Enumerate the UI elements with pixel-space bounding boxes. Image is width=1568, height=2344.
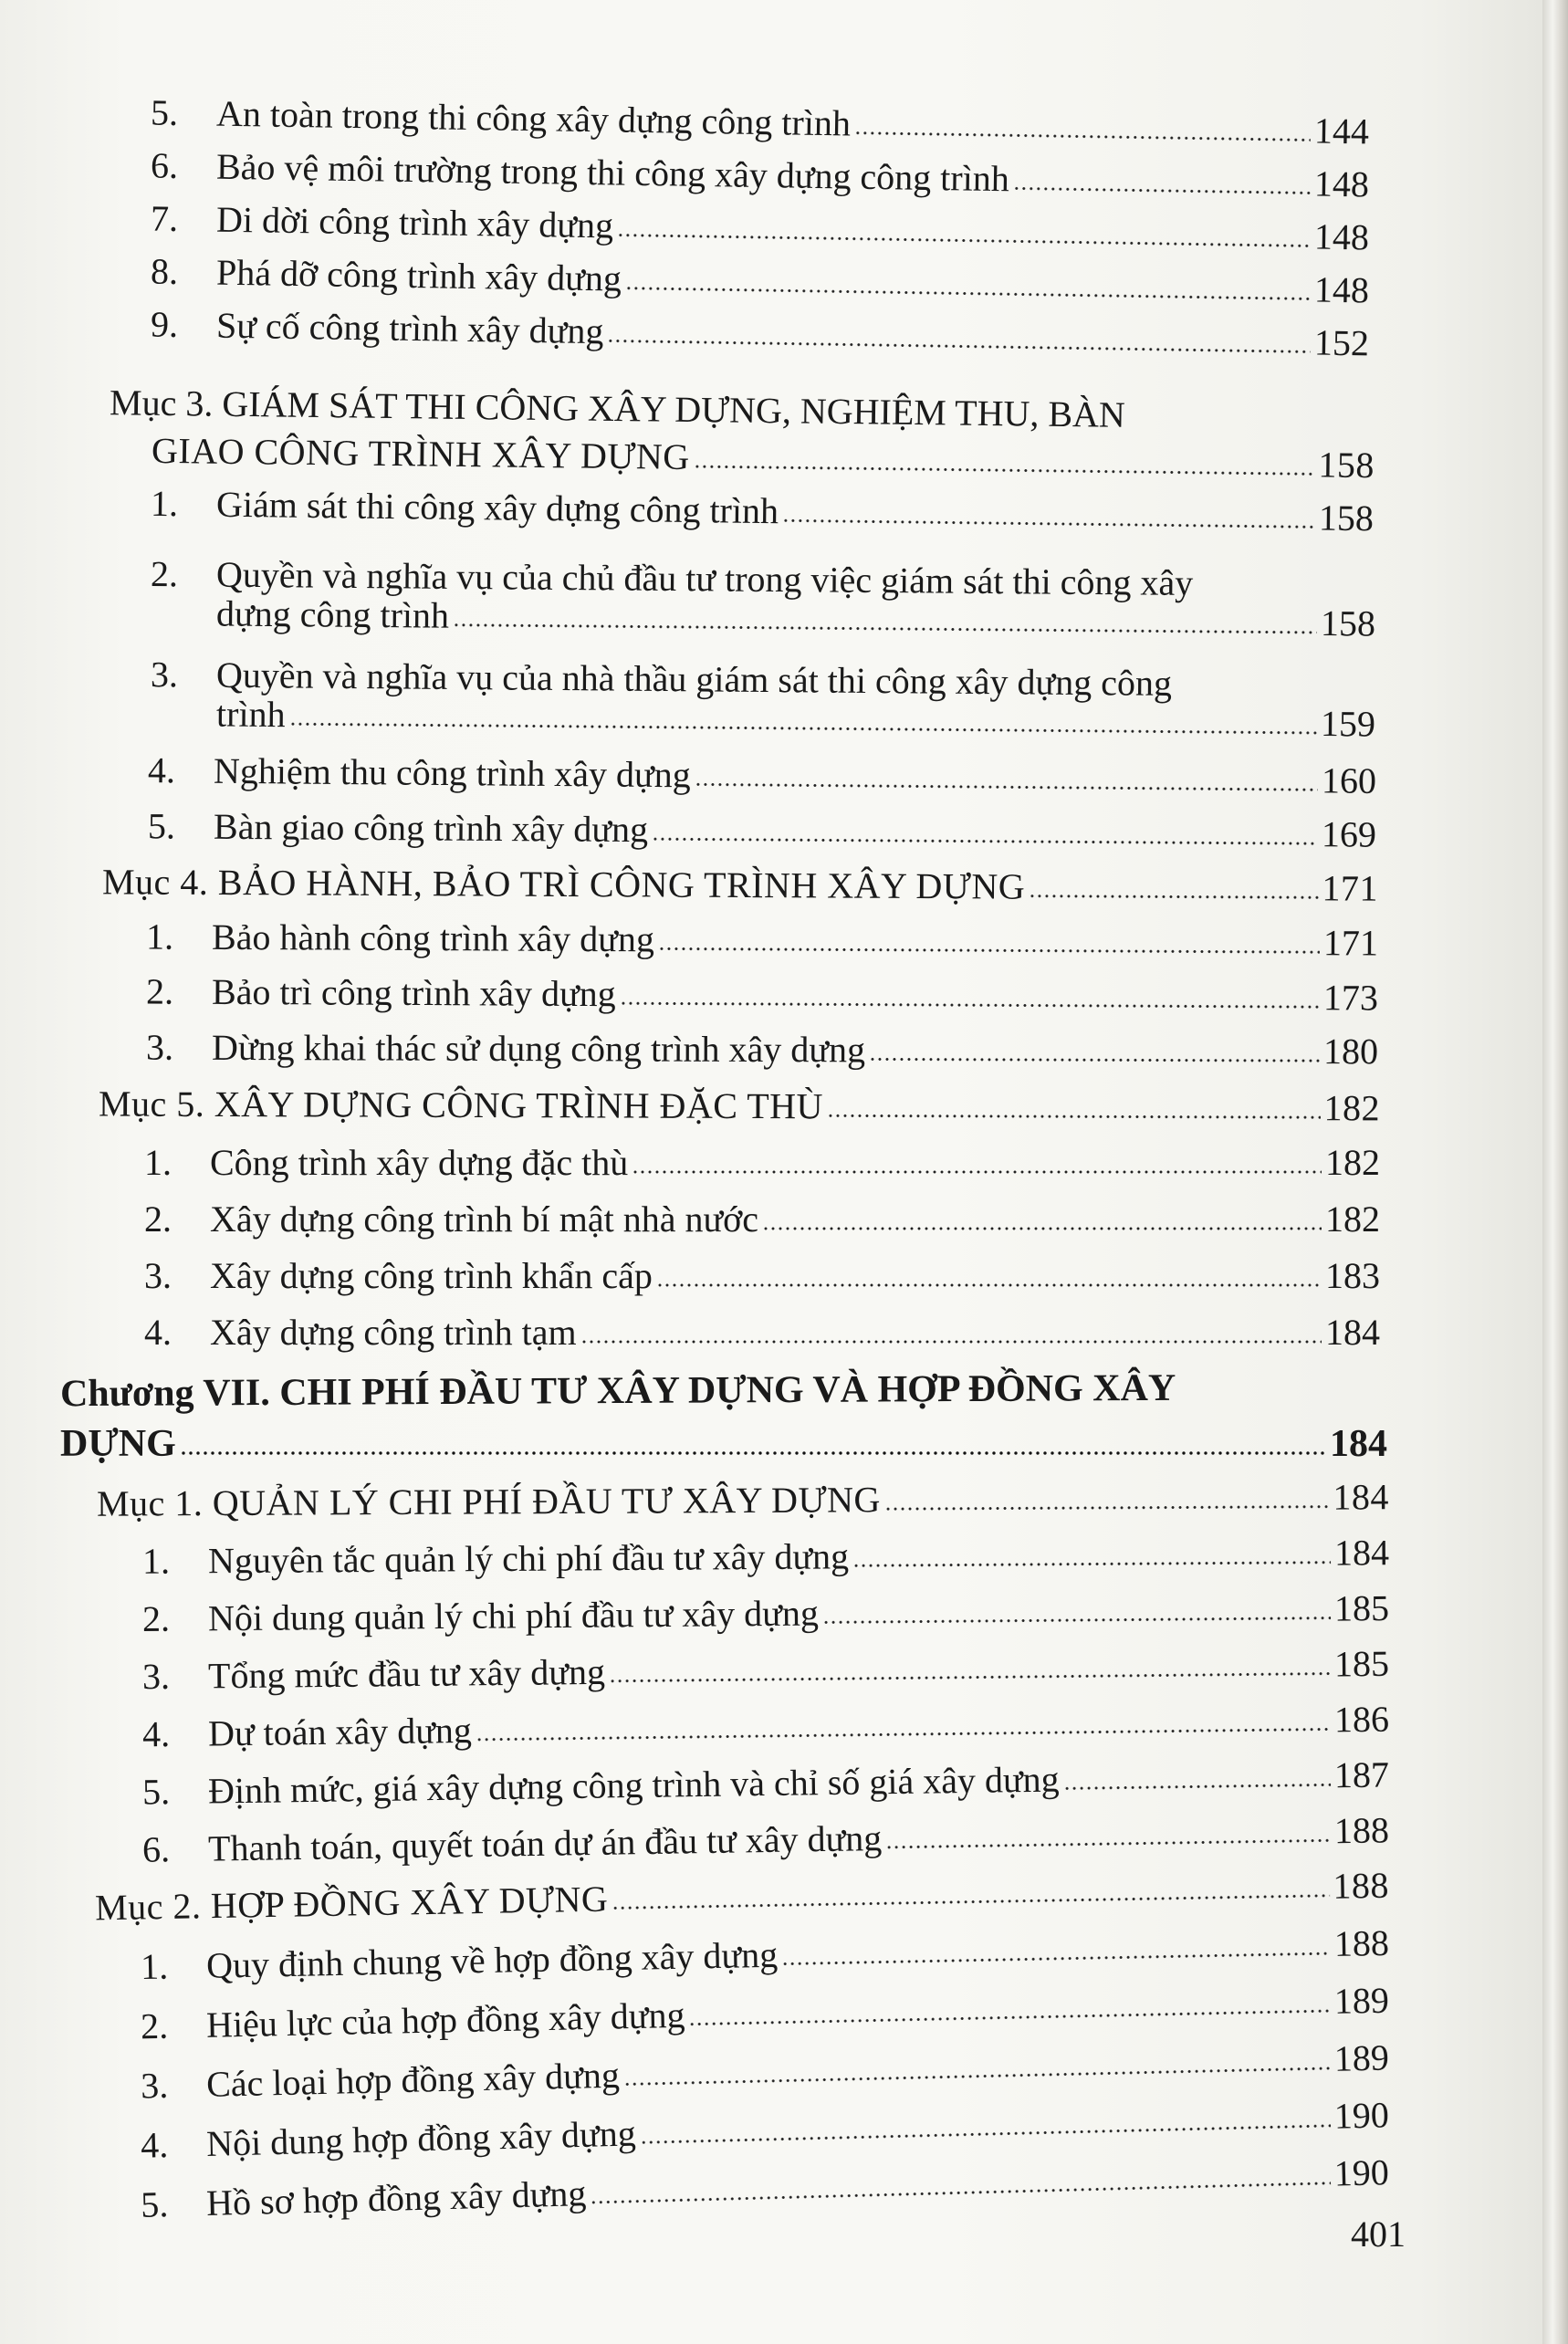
dot-leader [822,1617,1331,1625]
toc-entry-page: 158 [1318,444,1375,487]
toc-entry-page: 148 [1313,162,1370,205]
toc-entry-page: 158 [1318,497,1375,539]
toc-entry-title: Dừng khai thác sử dụng công trình xây dựng [211,1026,866,1071]
toc-section-heading [102,860,1378,910]
toc-entry-number: 4. [147,749,176,791]
toc-entry [142,1586,1389,1641]
toc-entry-number: 2. [150,553,179,595]
toc-entry-title: Quyền và nghĩa vụ của nhà thầu giám sát thi công xây dựng công [215,654,1173,704]
toc-entry [151,482,1374,540]
toc-entry-page: 185 [1333,1642,1390,1685]
toc-entry [144,1311,1380,1355]
toc-entry-page: 182 [1325,1198,1380,1240]
toc-entry [216,591,1375,645]
toc-entry [142,1531,1389,1584]
dot-leader [180,1451,1326,1455]
toc-entry-title: Nội dung hợp đồng xây dựng [205,2112,637,2164]
toc-entry-number: 3. [145,1026,174,1068]
dot-leader [612,1894,1329,1910]
toc-entry-page: 184 [1333,1532,1390,1574]
dot-leader [632,1170,1322,1174]
dot-leader [689,2009,1332,2026]
toc-entry-number: 2. [140,2004,169,2047]
toc-entry-number: 6. [141,1828,171,1870]
toc-entry-title: Di dời công trình xây dựng [215,198,614,246]
toc-entry-number: 4. [140,2123,169,2166]
toc-entry-page: 148 [1313,215,1370,258]
toc-entry-number: 5. [150,91,179,133]
toc-entry-title: Thanh toán, quyết toán dự án đầu tư xây dựng [207,1817,883,1869]
dot-leader [590,2182,1331,2204]
toc-entry-page: 169 [1321,813,1377,855]
toc-entry [144,1141,1380,1185]
toc-entry-title: Mục 2. HỢP ĐỒNG XÂY DỰNG [94,1878,609,1929]
toc-entry-page: 190 [1333,2151,1390,2194]
toc-entry-number: 2. [144,1198,172,1240]
dot-leader [1063,1783,1331,1790]
toc-chapter-title-line1: Chương VII. CHI PHÍ ĐẦU TƯ XÂY DỰNG VÀ HỢP ĐỒNG XÂY [59,1366,1176,1416]
toc-entry [148,748,1376,803]
dot-leader [656,1283,1322,1287]
toc-entry-title: Định mức, giá xây dựng công trình và chỉ số giá xây dựng [207,1758,1060,1812]
dot-leader [640,2124,1331,2145]
toc-entry-page: 189 [1333,1979,1390,2022]
dot-leader [625,287,1311,301]
toc-entry-page: 189 [1333,2036,1390,2079]
toc-entry [141,1921,1390,1989]
toc-entry-number: 2. [141,1597,171,1639]
toc-entry-number: 4. [144,1312,172,1353]
toc-entry-number: 9. [150,303,179,345]
toc-entry-number: 5. [140,2183,169,2225]
toc-entry-title: Quy định chung về hợp đồng xây dựng [205,1933,779,1986]
toc-section-heading [97,1475,1389,1525]
dot-leader [885,1838,1331,1849]
dot-leader [782,518,1315,528]
toc-entry-title: Nghiệm thu công trình xây dựng [213,749,691,796]
toc-entry-number: 1. [150,482,179,525]
toc-entry-page: 185 [1333,1587,1390,1629]
toc-entry-title: Nguyên tắc quản lý chi phí đầu tư xây dựng [207,1535,850,1582]
toc-entry-title: Tổng mức đầu tư xây dựng [207,1650,606,1697]
toc-entry [142,1642,1389,1699]
toc-entry-title: Xây dựng công trình tạm [210,1312,577,1353]
dot-leader [476,1727,1331,1741]
toc-entry [148,804,1376,856]
dot-leader [854,131,1311,142]
dot-leader [617,234,1311,248]
dot-leader [652,837,1318,845]
toc-entry-page: 188 [1333,1864,1390,1907]
toc-entry [141,1979,1390,2049]
toc-entry-title: Công trình xây dựng đặc thù [210,1142,629,1183]
toc-entry-title: Hiệu lực của hợp đồng xây dựng [205,1993,685,2046]
toc-entry-number: 5. [141,1771,171,1813]
toc-entry [151,303,1370,366]
toc-entry-number: 3. [150,654,179,696]
toc-entry [142,1698,1389,1757]
toc-entry [142,1753,1390,1814]
toc-entry-title: Hồ sơ hợp đồng xây dựng [205,2172,587,2224]
toc-entry-page: 188 [1333,1921,1390,1965]
dot-leader [623,2067,1331,2087]
toc-entry-title: Sự cố công trình xây dựng [215,304,604,352]
toc-entry-number: 4. [141,1712,171,1755]
toc-entry-title: Xây dựng công trình khẩn cấp [210,1255,653,1296]
toc-entry-number: 2. [145,970,174,1012]
toc-entry-page: 160 [1321,759,1377,801]
toc-entry-title: Mục 4. BẢO HÀNH, BẢO TRÌ CÔNG TRÌNH XÂY DỰNG [101,861,1026,907]
toc-entry-page: 173 [1322,977,1379,1019]
toc-entry [144,1198,1380,1241]
dot-leader [1029,895,1318,900]
toc-entry [142,1808,1390,1871]
toc-entry-page: 182 [1325,1142,1380,1183]
toc-entry-number: 6. [150,144,179,186]
dot-leader [658,947,1320,954]
toc-entry-page: 180 [1322,1031,1379,1073]
toc-entry-title: An toàn trong thi công xây dựng công trình [215,92,852,144]
dot-leader [694,465,1315,476]
toc-entry-page: 148 [1313,268,1370,311]
toc-entry-title: Nội dung quản lý chi phí đầu tư xây dựng [207,1592,820,1639]
toc-entry-page: 188 [1333,1809,1390,1852]
toc-chapter-heading [60,1422,1387,1466]
toc-entry-page: 184 [1330,1423,1387,1465]
dot-leader [453,623,1317,634]
toc-entry-title: Các loại hợp đồng xây dựng [205,2054,621,2105]
dot-leader [607,339,1311,353]
dot-leader [762,1227,1322,1230]
toc-entry-title: Phá dỡ công trình xây dựng [215,251,622,299]
toc-entry [146,1026,1378,1074]
toc-entry-title: trình [215,693,286,736]
toc-entry-title: DỰNG [60,1423,176,1465]
toc-entry-page: 158 [1320,602,1376,644]
toc-entry-page: 171 [1322,922,1379,964]
toc-entry-number: 1. [141,1540,171,1582]
toc-entry-title: dựng công trình [215,592,450,636]
page-edge [1542,0,1568,2344]
toc-entry-number: 3. [144,1255,172,1296]
toc-entry-title: Giám sát thi công xây dựng công trình [215,483,779,532]
toc-entry-page: 190 [1333,2094,1390,2137]
dot-leader [852,1561,1331,1568]
dot-leader [580,1340,1322,1344]
toc-section-heading [95,1864,1390,1931]
toc-entry-page: 183 [1325,1255,1380,1296]
toc-entry-page: 184 [1325,1312,1380,1353]
toc-entry [146,915,1378,965]
dot-leader [620,1001,1320,1009]
toc-entry-title: GIAO CÔNG TRÌNH XÂY DỰNG [151,429,690,478]
toc-section-heading [152,429,1375,487]
toc-entry [144,1254,1380,1298]
toc-entry-number: 7. [150,197,179,239]
toc-entry-page: 171 [1322,867,1379,909]
toc-entry [151,197,1370,260]
toc-entry-title: Dự toán xây dựng [207,1709,473,1754]
toc-entry [216,692,1375,746]
toc-entry-title: Xây dựng công trình bí mật nhà nước [210,1198,759,1240]
page-number: 401 [1351,2213,1406,2255]
toc-entry-title: Bảo vệ môi trường trong thi công xây dựng công trình [215,145,1010,200]
toc-entry-page: 152 [1313,321,1370,364]
toc-entry [146,969,1378,1020]
dot-leader [869,1057,1320,1062]
toc-entry [151,250,1370,313]
toc-entry-title: Bàn giao công trình xây dựng [213,805,649,851]
toc-entry [151,91,1370,154]
dot-leader [288,722,1316,735]
toc-entry-number: 5. [147,805,176,847]
toc-entry-title: Bảo trì công trình xây dựng [211,970,616,1015]
toc-entry-page: 182 [1323,1087,1381,1129]
toc-entry-title: Mục 5. XÂY DỰNG CÔNG TRÌNH ĐẶC THÙ [98,1083,824,1127]
toc-entry-number: 8. [150,250,179,292]
toc-entry-title: Mục 1. QUẢN LÝ CHI PHÍ ĐẦU TƯ XÂY DỰNG [96,1479,881,1524]
dot-leader [1013,186,1311,194]
dot-leader [695,782,1318,791]
toc-entry-page: 159 [1320,703,1376,745]
toc-entry-number: 1. [144,1142,172,1183]
dot-leader [609,1672,1331,1683]
toc-entry-title: Bảo hành công trình xây dựng [211,916,655,960]
toc-entry-number: 1. [145,916,174,957]
toc-entry-page: 186 [1333,1698,1390,1741]
dot-leader [884,1505,1330,1512]
toc-entry [151,144,1370,207]
toc-entry-page: 184 [1333,1476,1390,1518]
toc-entry-page: 187 [1333,1753,1390,1796]
dot-leader [781,1952,1331,1966]
toc-entry-number: 1. [140,1945,169,1988]
toc-section-heading [99,1083,1380,1131]
toc-entry-title: Quyền và nghĩa vụ của chủ đầu tư trong việc giám sát thi công xây [215,553,1194,603]
toc-entry-number: 3. [141,1655,171,1698]
dot-leader [827,1114,1321,1119]
toc-entry-number: 3. [140,2064,169,2107]
toc-entry-title-line1: Mục 3. GIÁM SÁT THI CÔNG XÂY DỰNG, NGHIỆM THU, BÀN [109,382,1126,435]
toc-entry-page: 144 [1313,110,1370,152]
